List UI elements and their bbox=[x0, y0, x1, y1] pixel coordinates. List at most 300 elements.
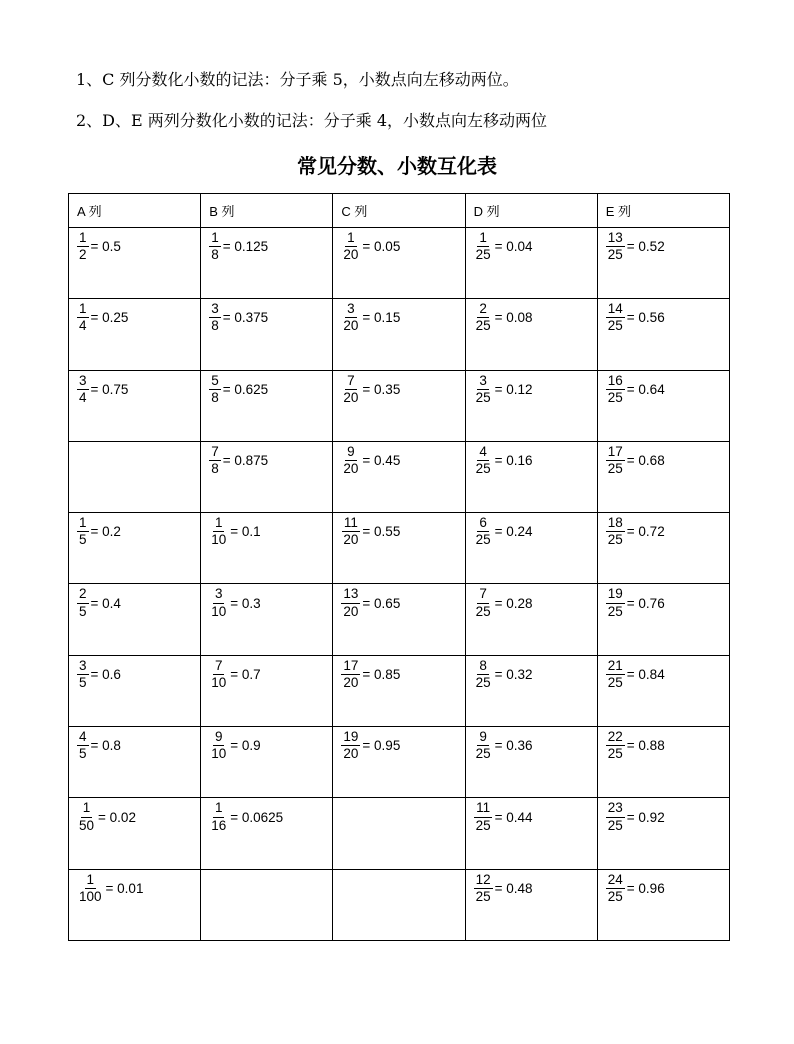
decimal-value: 0.2 bbox=[102, 524, 121, 540]
denominator: 10 bbox=[211, 746, 227, 762]
table-cell-c bbox=[333, 228, 465, 299]
numerator: 1 bbox=[213, 801, 225, 817]
denominator: 10 bbox=[211, 532, 227, 548]
equals-sign: = bbox=[230, 595, 242, 611]
fraction bbox=[474, 587, 493, 618]
numerator: 1 bbox=[85, 873, 97, 889]
fraction-decimal-table bbox=[68, 193, 730, 941]
numerator: 13 bbox=[606, 231, 625, 247]
fraction bbox=[606, 374, 625, 405]
equals-sign: = bbox=[494, 880, 507, 896]
fraction-equation bbox=[69, 798, 200, 832]
decimal-value: 0.12 bbox=[506, 381, 533, 397]
numerator: 5 bbox=[209, 374, 221, 390]
fraction-equation bbox=[69, 513, 200, 547]
numerator: 2 bbox=[477, 302, 489, 318]
fraction-equation bbox=[69, 656, 200, 690]
table-cell-e bbox=[597, 584, 729, 655]
numerator: 4 bbox=[477, 445, 489, 461]
numerator: 1 bbox=[213, 516, 225, 532]
decimal-value: 0.96 bbox=[638, 880, 665, 896]
denominator: 20 bbox=[343, 746, 359, 762]
table-header-row bbox=[69, 194, 730, 228]
denominator: 10 bbox=[211, 603, 227, 619]
fraction-equation bbox=[598, 513, 729, 547]
table-cell-e bbox=[597, 513, 729, 584]
note-line-1: 1、C 列分数化小数的记法：分子乘 5，小数点向左移动两位。 bbox=[76, 70, 519, 89]
equals-sign: = bbox=[362, 310, 375, 326]
column-header-a: A 列 bbox=[69, 194, 201, 228]
table-cell-b bbox=[201, 584, 333, 655]
table-cell-c bbox=[333, 299, 465, 370]
decimal-value: 0.0625 bbox=[241, 809, 284, 825]
fraction-equation bbox=[69, 299, 200, 333]
column-header-d: D 列 bbox=[465, 194, 597, 228]
table-cell-d bbox=[465, 584, 597, 655]
equals-sign: = bbox=[494, 453, 507, 469]
table-cell-d bbox=[465, 513, 597, 584]
numerator: 9 bbox=[213, 730, 225, 746]
decimal-value: 0.6 bbox=[102, 666, 121, 682]
table-row bbox=[69, 513, 730, 584]
denominator: 20 bbox=[343, 318, 359, 334]
decimal-value: 0.28 bbox=[506, 595, 533, 611]
equals-sign: = bbox=[626, 310, 639, 326]
fraction bbox=[606, 659, 625, 690]
decimal-value: 0.1 bbox=[241, 524, 261, 540]
table-row bbox=[69, 584, 730, 655]
numerator: 22 bbox=[606, 730, 625, 746]
equals-sign: = bbox=[230, 809, 242, 825]
fraction-equation bbox=[598, 870, 729, 904]
equals-sign: = bbox=[362, 595, 375, 611]
denominator: 8 bbox=[211, 389, 219, 405]
numerator: 8 bbox=[477, 659, 489, 675]
denominator: 4 bbox=[79, 318, 87, 334]
fraction bbox=[474, 374, 493, 405]
table-cell-e bbox=[597, 798, 729, 869]
fraction-equation bbox=[201, 656, 332, 690]
equals-sign: = bbox=[494, 239, 507, 255]
fraction bbox=[606, 587, 625, 618]
equals-sign: = bbox=[626, 666, 639, 682]
denominator: 8 bbox=[211, 318, 219, 334]
denominator: 25 bbox=[607, 888, 623, 904]
table-row bbox=[69, 441, 730, 512]
denominator: 25 bbox=[607, 532, 623, 548]
fraction-equation bbox=[598, 798, 729, 832]
numerator: 19 bbox=[606, 587, 625, 603]
table-cell-c bbox=[333, 798, 465, 869]
numerator: 7 bbox=[213, 659, 225, 675]
decimal-value: 0.65 bbox=[374, 595, 401, 611]
table-row bbox=[69, 655, 730, 726]
equals-sign: = bbox=[98, 809, 110, 825]
fraction bbox=[341, 231, 360, 262]
equals-sign: = bbox=[494, 809, 507, 825]
fraction-equation bbox=[598, 442, 729, 476]
table-row bbox=[69, 727, 730, 798]
equals-sign: = bbox=[626, 239, 639, 255]
decimal-value: 0.9 bbox=[241, 738, 261, 754]
table-title: 常见分数、小数互化表 bbox=[297, 154, 497, 178]
numerator: 1 bbox=[477, 231, 489, 247]
equals-sign: = bbox=[230, 738, 242, 754]
denominator: 25 bbox=[607, 389, 623, 405]
numerator: 3 bbox=[213, 587, 225, 603]
fraction bbox=[209, 516, 228, 547]
table-cell-d bbox=[465, 299, 597, 370]
table-cell-b bbox=[201, 655, 333, 726]
denominator: 20 bbox=[343, 674, 359, 690]
denominator: 25 bbox=[607, 603, 623, 619]
decimal-value: 0.35 bbox=[374, 381, 401, 397]
numerator: 3 bbox=[209, 302, 221, 318]
equals-sign: = bbox=[362, 738, 375, 754]
denominator: 8 bbox=[211, 461, 219, 477]
table-cell-d bbox=[465, 441, 597, 512]
numerator: 4 bbox=[77, 730, 89, 746]
fraction-equation bbox=[466, 228, 597, 262]
fraction bbox=[606, 516, 625, 547]
equals-sign: = bbox=[222, 310, 235, 326]
equals-sign: = bbox=[626, 809, 639, 825]
denominator: 10 bbox=[211, 674, 227, 690]
fraction-equation bbox=[201, 371, 332, 405]
table-cell-c bbox=[333, 441, 465, 512]
decimal-value: 0.68 bbox=[638, 453, 665, 469]
table-cell-d bbox=[465, 727, 597, 798]
fraction-equation bbox=[466, 584, 597, 618]
numerator: 3 bbox=[77, 374, 89, 390]
decimal-value: 0.04 bbox=[506, 239, 533, 255]
fraction-equation bbox=[201, 584, 332, 618]
fraction-equation bbox=[466, 299, 597, 333]
equals-sign: = bbox=[494, 666, 507, 682]
table-cell-b bbox=[201, 299, 333, 370]
table-row bbox=[69, 869, 730, 940]
decimal-value: 0.375 bbox=[234, 310, 269, 326]
denominator: 25 bbox=[475, 532, 491, 548]
numerator: 1 bbox=[77, 302, 89, 318]
numerator: 1 bbox=[209, 231, 221, 247]
fraction bbox=[77, 587, 89, 618]
numerator: 11 bbox=[342, 516, 360, 532]
denominator: 100 bbox=[79, 888, 102, 904]
table-cell-b bbox=[201, 370, 333, 441]
numerator: 1 bbox=[81, 801, 93, 817]
fraction bbox=[474, 730, 493, 761]
fraction-equation bbox=[201, 442, 332, 476]
note-line-2: 2、D、E 两列分数化小数的记法：分子乘 4，小数点向左移动两位 bbox=[76, 111, 548, 130]
decimal-value: 0.05 bbox=[374, 239, 401, 255]
numerator: 3 bbox=[345, 302, 357, 318]
fraction bbox=[606, 445, 625, 476]
numerator: 9 bbox=[477, 730, 489, 746]
denominator: 20 bbox=[343, 247, 359, 263]
fraction-equation bbox=[333, 656, 464, 690]
denominator: 25 bbox=[607, 746, 623, 762]
fraction bbox=[209, 231, 221, 262]
fraction-equation bbox=[69, 727, 200, 761]
denominator: 5 bbox=[79, 603, 87, 619]
fraction-equation bbox=[333, 371, 464, 405]
fraction-equation bbox=[466, 513, 597, 547]
fraction-equation bbox=[333, 584, 464, 618]
fraction bbox=[606, 730, 625, 761]
denominator: 25 bbox=[607, 817, 623, 833]
numerator: 1 bbox=[77, 516, 89, 532]
decimal-value: 0.8 bbox=[102, 738, 121, 754]
fraction bbox=[474, 302, 493, 333]
fraction-equation bbox=[201, 513, 332, 547]
table-cell-b bbox=[201, 513, 333, 584]
fraction bbox=[606, 873, 625, 904]
fraction bbox=[606, 302, 625, 333]
equals-sign: = bbox=[494, 310, 507, 326]
equals-sign: = bbox=[362, 239, 375, 255]
fraction bbox=[209, 730, 228, 761]
fraction bbox=[474, 873, 493, 904]
denominator: 20 bbox=[343, 389, 359, 405]
decimal-value: 0.02 bbox=[109, 809, 136, 825]
table-cell-b bbox=[201, 441, 333, 512]
equals-sign: = bbox=[626, 880, 639, 896]
decimal-value: 0.52 bbox=[638, 239, 665, 255]
column-header-e: E 列 bbox=[597, 194, 729, 228]
fraction bbox=[209, 445, 221, 476]
denominator: 8 bbox=[211, 247, 219, 263]
table-cell-a bbox=[69, 798, 201, 869]
equals-sign: = bbox=[222, 381, 235, 397]
table-cell-d bbox=[465, 228, 597, 299]
denominator: 5 bbox=[79, 674, 87, 690]
numerator: 24 bbox=[606, 873, 625, 889]
fraction bbox=[606, 231, 625, 262]
decimal-value: 0.56 bbox=[638, 310, 665, 326]
fraction-equation bbox=[466, 656, 597, 690]
denominator: 4 bbox=[79, 389, 87, 405]
numerator: 6 bbox=[477, 516, 489, 532]
column-header-c: C 列 bbox=[333, 194, 465, 228]
fraction bbox=[209, 659, 228, 690]
decimal-value: 0.72 bbox=[638, 524, 665, 540]
table-row bbox=[69, 798, 730, 869]
fraction-equation bbox=[466, 442, 597, 476]
decimal-value: 0.625 bbox=[234, 381, 269, 397]
fraction-equation bbox=[333, 299, 464, 333]
fraction-equation bbox=[466, 727, 597, 761]
fraction-equation bbox=[333, 228, 464, 262]
numerator: 9 bbox=[345, 445, 357, 461]
equals-sign: = bbox=[90, 524, 103, 540]
table-cell-a bbox=[69, 869, 201, 940]
table-cell-c bbox=[333, 727, 465, 798]
equals-sign: = bbox=[494, 524, 507, 540]
fraction-equation bbox=[201, 299, 332, 333]
equals-sign: = bbox=[90, 239, 103, 255]
fraction-equation bbox=[69, 584, 200, 618]
fraction-equation bbox=[598, 371, 729, 405]
numerator: 7 bbox=[345, 374, 357, 390]
decimal-value: 0.125 bbox=[234, 239, 269, 255]
fraction-equation bbox=[598, 228, 729, 262]
fraction-equation bbox=[201, 727, 332, 761]
table-cell-d bbox=[465, 869, 597, 940]
decimal-value: 0.85 bbox=[374, 666, 401, 682]
table-cell-e bbox=[597, 228, 729, 299]
decimal-value: 0.84 bbox=[638, 666, 665, 682]
table-cell-a bbox=[69, 727, 201, 798]
fraction bbox=[474, 801, 493, 832]
decimal-value: 0.32 bbox=[506, 666, 533, 682]
table-cell-b bbox=[201, 228, 333, 299]
table-cell-e bbox=[597, 655, 729, 726]
fraction-equation bbox=[333, 513, 464, 547]
equals-sign: = bbox=[494, 381, 507, 397]
fraction bbox=[341, 659, 360, 690]
equals-sign: = bbox=[626, 595, 639, 611]
fraction-equation bbox=[466, 798, 597, 832]
denominator: 25 bbox=[607, 318, 623, 334]
denominator: 25 bbox=[607, 247, 623, 263]
fraction-equation bbox=[598, 727, 729, 761]
equals-sign: = bbox=[105, 880, 118, 896]
decimal-value: 0.5 bbox=[102, 239, 121, 255]
decimal-value: 0.48 bbox=[506, 880, 533, 896]
fraction-equation bbox=[598, 584, 729, 618]
fraction bbox=[341, 445, 360, 476]
fraction bbox=[341, 730, 360, 761]
denominator: 20 bbox=[343, 603, 359, 619]
decimal-value: 0.95 bbox=[374, 738, 401, 754]
numerator: 21 bbox=[606, 659, 625, 675]
denominator: 25 bbox=[475, 318, 491, 334]
numerator: 11 bbox=[474, 801, 492, 817]
fraction-equation bbox=[333, 727, 464, 761]
equals-sign: = bbox=[626, 381, 639, 397]
equals-sign: = bbox=[90, 666, 103, 682]
numerator: 13 bbox=[341, 587, 360, 603]
decimal-value: 0.92 bbox=[638, 809, 665, 825]
fraction bbox=[209, 801, 228, 832]
table-cell-d bbox=[465, 798, 597, 869]
denominator: 25 bbox=[475, 247, 491, 263]
fraction bbox=[341, 302, 360, 333]
decimal-value: 0.15 bbox=[374, 310, 401, 326]
fraction bbox=[606, 801, 625, 832]
decimal-value: 0.36 bbox=[506, 738, 533, 754]
fraction bbox=[77, 516, 89, 547]
table-cell-c bbox=[333, 370, 465, 441]
numerator: 14 bbox=[606, 302, 625, 318]
fraction bbox=[77, 801, 96, 832]
decimal-value: 0.7 bbox=[241, 666, 261, 682]
fraction-equation bbox=[333, 442, 464, 476]
denominator: 16 bbox=[211, 817, 227, 833]
fraction bbox=[474, 659, 493, 690]
table-cell-b bbox=[201, 869, 333, 940]
numerator: 1 bbox=[77, 231, 89, 247]
fraction-equation bbox=[598, 299, 729, 333]
numerator: 3 bbox=[77, 659, 89, 675]
table-cell-a bbox=[69, 370, 201, 441]
denominator: 5 bbox=[79, 746, 87, 762]
numerator: 2 bbox=[77, 587, 89, 603]
fraction-equation bbox=[69, 870, 200, 904]
table-cell-b bbox=[201, 727, 333, 798]
fraction bbox=[341, 587, 360, 618]
decimal-value: 0.24 bbox=[506, 524, 533, 540]
decimal-value: 0.4 bbox=[102, 595, 121, 611]
denominator: 50 bbox=[79, 817, 95, 833]
table-cell-c bbox=[333, 513, 465, 584]
denominator: 25 bbox=[475, 389, 491, 405]
fraction bbox=[209, 302, 221, 333]
fraction bbox=[77, 873, 104, 904]
table-cell-c bbox=[333, 655, 465, 726]
denominator: 2 bbox=[79, 247, 87, 263]
denominator: 25 bbox=[475, 888, 491, 904]
equals-sign: = bbox=[362, 666, 375, 682]
fraction-equation bbox=[201, 798, 332, 832]
table-row bbox=[69, 228, 730, 299]
denominator: 25 bbox=[475, 817, 491, 833]
table-cell-a bbox=[69, 655, 201, 726]
numerator: 7 bbox=[209, 445, 221, 461]
denominator: 25 bbox=[475, 674, 491, 690]
fraction-equation bbox=[69, 371, 200, 405]
table-cell-a bbox=[69, 441, 201, 512]
table-cell-a bbox=[69, 584, 201, 655]
equals-sign: = bbox=[626, 453, 639, 469]
table-cell-d bbox=[465, 655, 597, 726]
equals-sign: = bbox=[626, 524, 639, 540]
fraction bbox=[209, 587, 228, 618]
fraction bbox=[77, 374, 89, 405]
table-cell-e bbox=[597, 370, 729, 441]
equals-sign: = bbox=[362, 381, 375, 397]
equals-sign: = bbox=[230, 524, 242, 540]
table-row bbox=[69, 299, 730, 370]
numerator: 1 bbox=[345, 231, 357, 247]
fraction bbox=[341, 374, 360, 405]
decimal-value: 0.25 bbox=[102, 310, 129, 326]
numerator: 17 bbox=[606, 445, 625, 461]
decimal-value: 0.76 bbox=[638, 595, 665, 611]
denominator: 25 bbox=[475, 746, 491, 762]
equals-sign: = bbox=[626, 738, 639, 754]
fraction bbox=[77, 302, 89, 333]
decimal-value: 0.3 bbox=[241, 595, 261, 611]
table-cell-e bbox=[597, 727, 729, 798]
decimal-value: 0.44 bbox=[506, 809, 533, 825]
decimal-value: 0.88 bbox=[638, 738, 665, 754]
denominator: 5 bbox=[79, 532, 87, 548]
table-cell-a bbox=[69, 228, 201, 299]
equals-sign: = bbox=[230, 666, 242, 682]
table-cell-a bbox=[69, 299, 201, 370]
numerator: 16 bbox=[606, 374, 625, 390]
fraction bbox=[77, 730, 89, 761]
decimal-value: 0.16 bbox=[506, 453, 533, 469]
equals-sign: = bbox=[222, 453, 235, 469]
equals-sign: = bbox=[494, 595, 507, 611]
fraction-equation bbox=[201, 228, 332, 262]
decimal-value: 0.75 bbox=[102, 381, 129, 397]
table-cell-e bbox=[597, 299, 729, 370]
numerator: 17 bbox=[341, 659, 360, 675]
